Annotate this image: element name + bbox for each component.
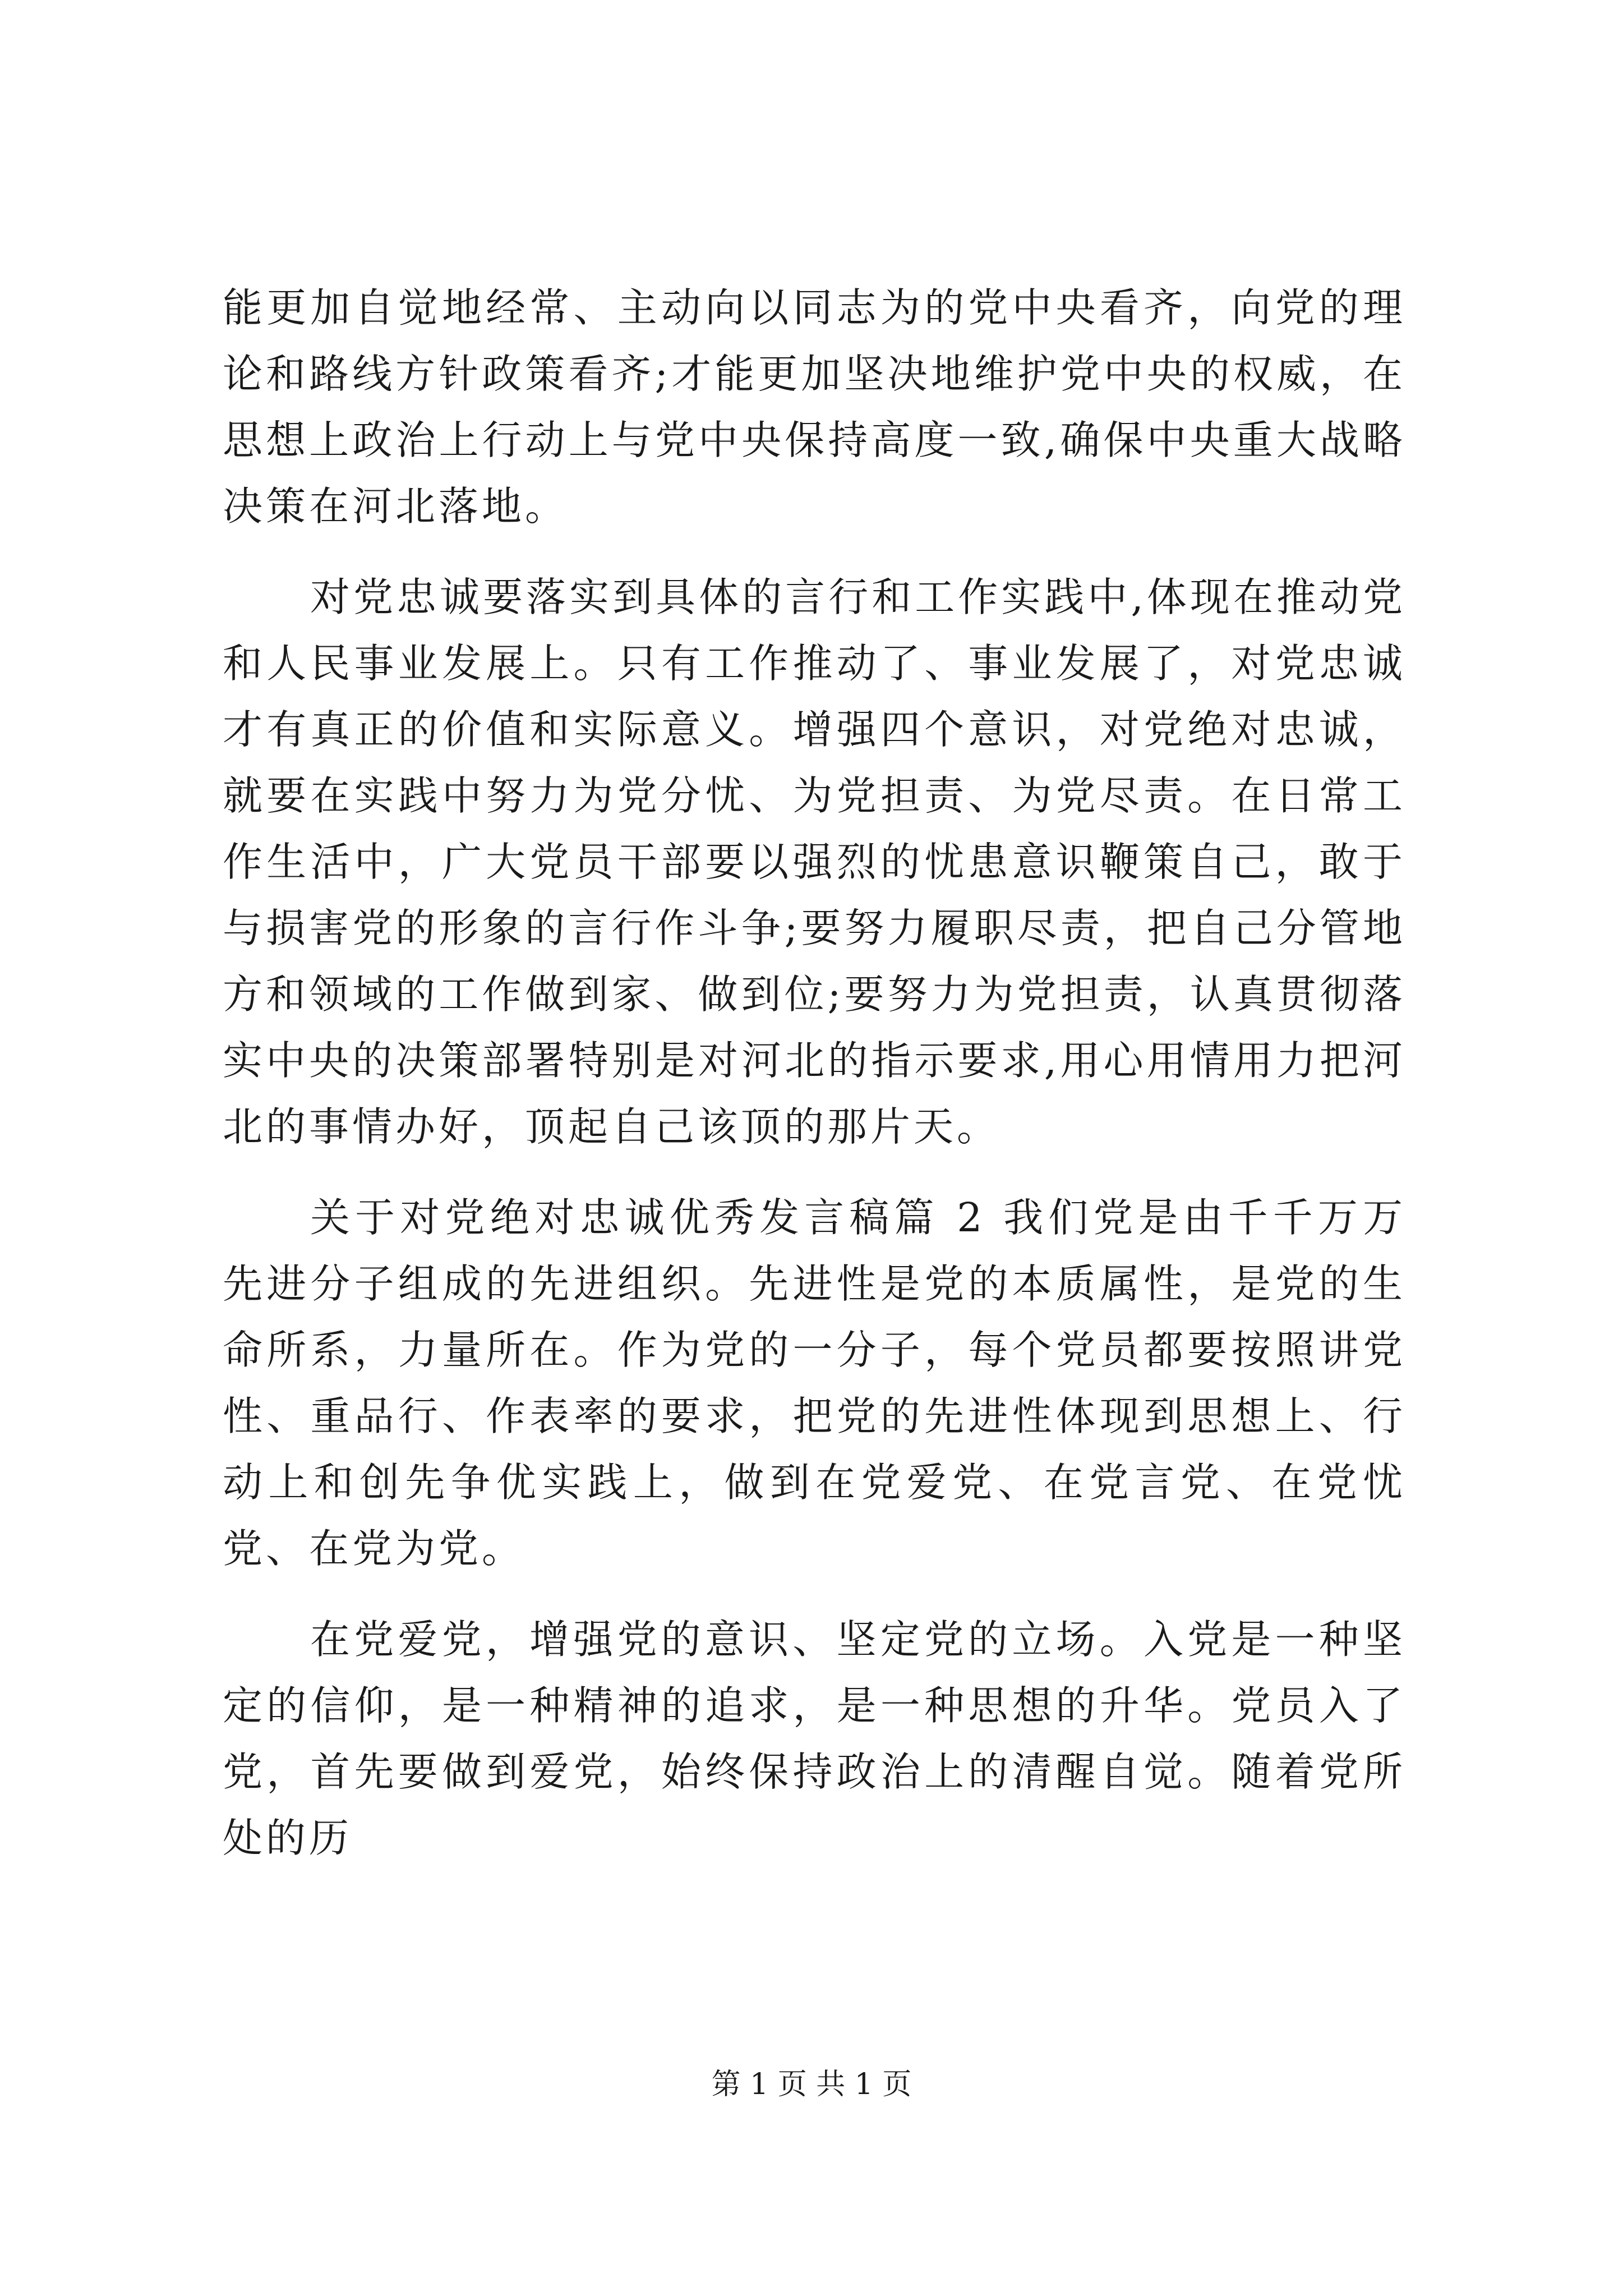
paragraph-3: 关于对党绝对忠诚优秀发言稿篇 2 我们党是由千千万万先进分子组成的先进组织。先进性是党的本质属性，是党的生命所系，力量所在。作为党的一分子，每个党员都要按照讲党性、重品行、作表率的要求，把党的先进性体现到思想上、行动上和创先争优实践上，做到在党爱党、在党言党、在党忧党、在党为党。 [223,1194,1406,1572]
page-number-footer: 第 1 页 共 1 页 [711,2068,912,2101]
document-body [223,275,1406,1871]
paragraph-2: 对党忠诚要落实到具体的言行和工作实践中,体现在推动党和人民事业发展上。只有工作推动了、事业发展了，对党忠诚才有真正的价值和实际意义。增强四个意识，对党绝对忠诚，就要在实践中努力为党分忧、为党担责、为党尽责。在日常工作生活中，广大党员干部要以强烈的忧患意识鞭策自己，敢于与损害党的形象的言行作斗争;要努力履职尽责，把自己分管地方和领域的工作做到家、做到位;要努力为党担责，认真贯彻落实中央的决策部署特别是对河北的指示要求,用心用情用力把河北的事情办好，顶起自己该顶的那片天。 [223,574,1406,1150]
paragraph-1: 能更加自觉地经常、主动向以同志为的党中央看齐，向党的理论和路线方针政策看齐;才能更加坚决地维护党中央的权威，在思想上政治上行动上与党中央保持高度一致,确保中央重大战略决策在河北落地。 [223,284,1406,530]
paragraph-4: 在党爱党，增强党的意识、坚定党的立场。入党是一种坚定的信仰，是一种精神的追求，是一种思想的升华。党员入了党，首先要做到爱党，始终保持政治上的清醒自觉。随着党所处的历 [223,1616,1406,1861]
